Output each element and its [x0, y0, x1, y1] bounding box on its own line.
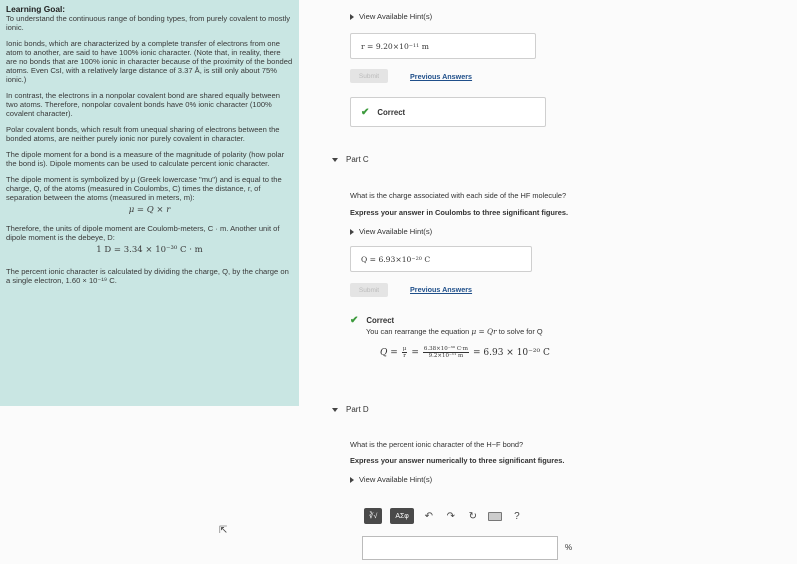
reset-icon[interactable]: ↻	[468, 510, 478, 522]
caret-right-icon	[350, 229, 354, 235]
checkmark-icon: ✔	[361, 106, 370, 118]
percent-unit: %	[565, 543, 573, 552]
symbols-button[interactable]: ΑΣφ	[390, 508, 414, 524]
caret-right-icon	[350, 14, 354, 20]
dipole-equation: μ = Q × r	[128, 205, 171, 215]
dipole-units-paragraph: Therefore, the units of dipole moment are Coulomb-meters, C · m. Another unit of dipole moment is the debeye, D:	[6, 224, 280, 242]
checkmark-icon: ✔	[350, 315, 359, 326]
keyboard-icon[interactable]	[488, 512, 502, 521]
percent-ionic-paragraph: The percent ionic character is calculated by dividing the charge, Q, by the charge on a single electron, 1.60 × 10⁻¹⁹ C.	[6, 267, 289, 285]
dipole-symbol-paragraph: The dipole moment is symbolized by μ (Greek lowercase "mu") and is equal to the charge, Q, of the atoms (measured in Coulombs, C) times the distance, r, of separation between the atoms (measured in meters, m):	[6, 175, 282, 202]
partd-instruction: Express your answer numerically to three significant figures.	[350, 456, 565, 465]
partd-question: What is the percent ionic character of the H−F bond?	[350, 440, 524, 449]
help-icon[interactable]: ?	[514, 510, 520, 522]
polar-paragraph: Polar covalent bonds, which result from unequal sharing of electrons between the bonded atoms, are neither purely ionic nor purely covalent in character.	[6, 125, 280, 143]
mouse-cursor-icon: ⇱	[219, 525, 228, 536]
partc-instruction: Express your answer in Coulombs to three significant figures.	[350, 208, 569, 217]
partb-previous-answers-link[interactable]: Previous Answers	[410, 72, 473, 81]
redo-icon[interactable]: ↷	[446, 510, 456, 522]
partc-submit-button[interactable]: Submit	[350, 283, 388, 297]
templates-button[interactable]: ∛√	[364, 508, 382, 524]
partc-correct-feedback: ✔ Correct You can rearrange the equation μ = Qr to solve for Q	[350, 315, 610, 336]
partb-submit-button[interactable]: Submit	[350, 69, 388, 83]
learning-goal-title: Learning Goal:	[6, 4, 66, 14]
learning-goal-panel	[0, 0, 299, 406]
partd-hints-toggle[interactable]: View Available Hint(s)	[350, 475, 432, 484]
partc-header[interactable]: Part C	[332, 155, 369, 164]
math-toolbar	[364, 508, 524, 524]
fraction-values: $\frac{\text{6.38×10⁻³⁰ C·m}}{\text{9.2×10⁻¹¹ m}}$	[423, 346, 468, 359]
debye-equation: 1 D = 3.34 × 10⁻³⁰ C · m	[96, 245, 203, 255]
question-column	[340, 0, 780, 564]
fraction-mu-over-r: $\frac{\mu}{r}$	[402, 346, 407, 359]
undo-icon[interactable]: ↶	[424, 510, 434, 522]
partc-explanation: You can rearrange the equation μ = Qr to solve for Q	[366, 327, 543, 336]
partc-solution-formula: Q = $\frac{\mu}{r}$ = $\frac{\text{6.38×10⁻³⁰ C·m}}{\text{9.2×10⁻¹¹ m}}$ = 6.93 × 10⁻²⁰ C	[380, 346, 550, 359]
partb-correct-feedback: ✔ Correct	[350, 97, 546, 127]
ionic-bonds-paragraph: Ionic bonds, which are characterized by a complete transfer of electrons from one atom to another, are said to have 100% ionic character. (Note that, in reality, there are no bonds that are 100% ionic in character because of the proximity of the bonded atoms. Even CsI, with a relatively large distance of 3.37 Å, is still only about 75% ionic.)	[6, 39, 293, 84]
partc-answer-field[interactable]: Q = 6.93×10 −20 C	[350, 246, 532, 272]
caret-right-icon	[350, 477, 354, 483]
partd-answer-input[interactable]	[362, 536, 558, 560]
nonpolar-paragraph: In contrast, the electrons in a nonpolar covalent bond are shared equally between two atoms. Therefore, nonpolar covalent bonds have 0% ionic character (100% covalent character).	[6, 91, 280, 118]
partb-hints-toggle[interactable]: View Available Hint(s)	[350, 12, 432, 21]
caret-down-icon	[332, 158, 338, 162]
partc-question: What is the charge associated with each side of the HF molecule?	[350, 191, 567, 200]
caret-down-icon	[332, 408, 338, 412]
learning-goal-intro: To understand the continuous range of bonding types, from purely covalent to mostly ionic.	[6, 14, 291, 32]
partc-hints-toggle[interactable]: View Available Hint(s)	[350, 227, 432, 236]
partc-previous-answers-link[interactable]: Previous Answers	[410, 285, 473, 294]
partb-answer-field[interactable]: r = 9.20×10 −11 m	[350, 33, 536, 59]
partd-header[interactable]: Part D	[332, 405, 369, 414]
dipole-moment-paragraph: The dipole moment for a bond is a measure of the magnitude of polarity (how polar the bond is). Dipole moments can be used to calculate percent ionic character.	[6, 150, 285, 168]
